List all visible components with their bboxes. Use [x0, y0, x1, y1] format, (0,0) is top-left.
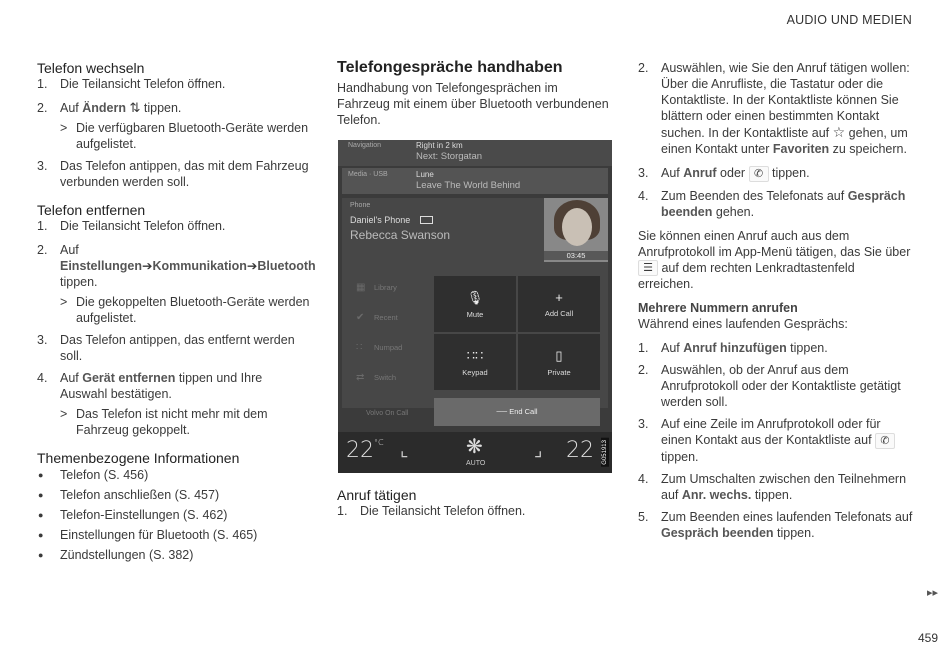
- column-left: [37, 60, 316, 563]
- hangup-icon: ──: [496, 407, 508, 416]
- related-link[interactable]: ● Telefon (S. 456): [37, 467, 312, 483]
- list-item: 3. Auf Anruf oder ✆ tippen.: [638, 166, 810, 180]
- list-item: 4. Zum Beenden des Telefonats auf Gespräch beenden gehen.: [638, 188, 906, 219]
- mute-button[interactable]: 🎙 Mute: [434, 276, 516, 332]
- climate-bar: $22^{^\circ C}$ ⌞ ❋ AUTO ⌟ 22 G051913: [338, 432, 612, 473]
- phone-handset-icon: ✆: [749, 166, 769, 182]
- list-item: 1. Auf Anruf hinzufügen tippen.: [638, 341, 828, 356]
- column-middle-lower: [337, 487, 612, 519]
- list-item: 3. Auf eine Zeile im Anrufprotokoll oder für einen Kontakt aus der Kontaktliste auf ✆ tippen.: [638, 416, 913, 465]
- seat-heat-left-icon[interactable]: ⌞: [400, 440, 409, 460]
- subsection-title: Mehrere Nummern anrufen: [638, 301, 798, 316]
- media-row: Media · USB Lune Leave The World Behind: [342, 168, 608, 194]
- sub-note: > Die gekoppelten Bluetooth-Geräte werden aufgelistet.: [60, 295, 310, 325]
- list-item: 4. Auf Gerät entfernen tippen und Ihre Auswahl bestätigen. > Das Telefon ist nicht mehr mit dem Fahrzeug gekoppelt.: [37, 370, 312, 438]
- list-item: 2. Auswählen, wie Sie den Anruf tätigen wollen: Über die Anrufliste, die Tastatur oder die Kontaktliste. In der Kontaktliste können Sie blättern oder einen bestimmten Kontakt suchen. In der Kontaktliste auf ☆ gehen, um einen Kontakt unter Favoriten zu speichern.: [638, 61, 910, 156]
- menu-numpad[interactable]: ∷ Numpad: [356, 342, 403, 353]
- page-header: AUDIO UND MEDIEN: [786, 13, 912, 27]
- list-item: 4. Zum Umschalten zwischen den Teilnehmern auf Anr. wechs. tippen.: [638, 472, 907, 503]
- list-item: 2. Auf Ändern ⇅ tippen. > Die verfügbaren Bluetooth-Geräte werden aufgelistet.: [37, 100, 312, 152]
- star-icon: ☆: [832, 124, 846, 140]
- arrow-right-icon: ➔: [246, 259, 258, 273]
- sub-note: > Die verfügbaren Bluetooth-Geräte werden aufgelistet.: [60, 121, 309, 151]
- paragraph: Während eines laufenden Gesprächs:: [638, 317, 848, 332]
- section-heading: Telefongespräche handhaben: [337, 59, 563, 76]
- section-title: Telefon wechseln: [37, 60, 145, 76]
- app-menu-icon: ☰: [638, 260, 658, 276]
- column-right: [638, 60, 913, 541]
- list-item: 1. Die Teilansicht Telefon öffnen.: [37, 219, 226, 233]
- temp-left[interactable]: $22^{^\circ C}$: [346, 438, 384, 463]
- steps-list: [638, 60, 913, 220]
- nav-row: Navigation Right in 2 km Next: Storgatan: [338, 140, 612, 166]
- column-middle: [337, 60, 612, 128]
- sub-note: > Das Telefon ist nicht mehr mit dem Fahrzeug gekoppelt.: [60, 407, 268, 437]
- plus-icon: +: [555, 290, 563, 305]
- add-call-button[interactable]: + Add Call: [518, 276, 600, 332]
- battery-icon: [420, 216, 433, 224]
- list-item: 5. Zum Beenden eines laufenden Telefonats auf Gespräch beenden tippen.: [638, 510, 913, 541]
- list-item: 3. Das Telefon antippen, das mit dem Fahrzeug verbunden werden soll.: [37, 159, 309, 189]
- steps-list: [638, 340, 913, 541]
- arrow-right-icon: ➔: [141, 259, 153, 273]
- keypad-button[interactable]: ∷∷ Keypad: [434, 334, 516, 390]
- seat-heat-right-icon[interactable]: ⌟: [534, 440, 543, 460]
- related-link[interactable]: ● Einstellungen für Bluetooth (S. 465): [37, 527, 312, 543]
- steps-list: [37, 76, 312, 190]
- contact-photo: 03:45: [544, 198, 608, 262]
- related-list: [37, 467, 312, 563]
- list-item: 3. Das Telefon antippen, das entfernt werden soll.: [37, 333, 295, 363]
- phone-card: Phone Daniel's Phone Rebecca Swanson 03:45 ▦ Library ✔ Recent ∷ Numpad ⇄ Switch 🎙 Mute + Add Call ∷∷ Keypad ▯ Private: [342, 198, 608, 408]
- mic-muted-icon: 🎙: [466, 290, 484, 305]
- intro-text: Handhabung von Telefongesprächen im Fahrzeug mit einem über Bluetooth verbundenen Telefon.: [337, 81, 609, 127]
- list-item: 2. Auswählen, ob der Anruf aus dem Anrufprotokoll oder der Kontaktliste getätigt werden soll.: [638, 363, 901, 410]
- swap-icon: ⇅: [129, 100, 141, 115]
- section-title: Telefon entfernen: [37, 202, 146, 218]
- menu-library[interactable]: ▦ Library: [356, 282, 397, 293]
- next-page-arrows-icon: ▸▸: [926, 587, 938, 599]
- phone-device-icon: ▯: [555, 348, 563, 363]
- paragraph: Sie können einen Anruf auch aus dem Anrufprotokoll im App-Menü tätigen, das Sie über ☰ auf dem rechten Lenkradtastenfeld erreichen.: [638, 228, 911, 292]
- steps-list: [37, 218, 316, 438]
- fan-icon[interactable]: ❋: [466, 436, 483, 458]
- phone-handset-icon: ✆: [875, 433, 895, 449]
- keypad-icon: ∷∷: [466, 348, 484, 363]
- menu-switch[interactable]: ⇄ Switch: [356, 372, 397, 383]
- private-button[interactable]: ▯ Private: [518, 334, 600, 390]
- list-item: 1. Die Teilansicht Telefon öffnen.: [37, 77, 226, 91]
- related-link[interactable]: ● Zündstellungen (S. 382): [37, 547, 312, 563]
- car-display-screenshot: [338, 140, 612, 473]
- temp-right[interactable]: 22: [566, 438, 594, 463]
- related-link[interactable]: ● Telefon anschließen (S. 457): [37, 487, 312, 503]
- steps-list: [337, 503, 612, 519]
- list-item: 2. Auf Einstellungen➔Kommunikation➔Bluetooth tippen. > Die gekoppelten Bluetooth-Geräte werden aufgelistet.: [37, 243, 316, 325]
- end-call-button[interactable]: ── End Call: [434, 398, 600, 426]
- section-title: Themenbezogene Informationen: [37, 450, 240, 466]
- page-number: 459: [917, 631, 938, 645]
- menu-recent[interactable]: ✔ Recent: [356, 312, 398, 323]
- volvo-on-call-label[interactable]: Volvo On Call: [366, 410, 409, 417]
- section-title: Anruf tätigen: [337, 487, 417, 503]
- list-item: 1. Die Teilansicht Telefon öffnen.: [337, 504, 526, 518]
- related-link[interactable]: ● Telefon-Einstellungen (S. 462): [37, 507, 312, 523]
